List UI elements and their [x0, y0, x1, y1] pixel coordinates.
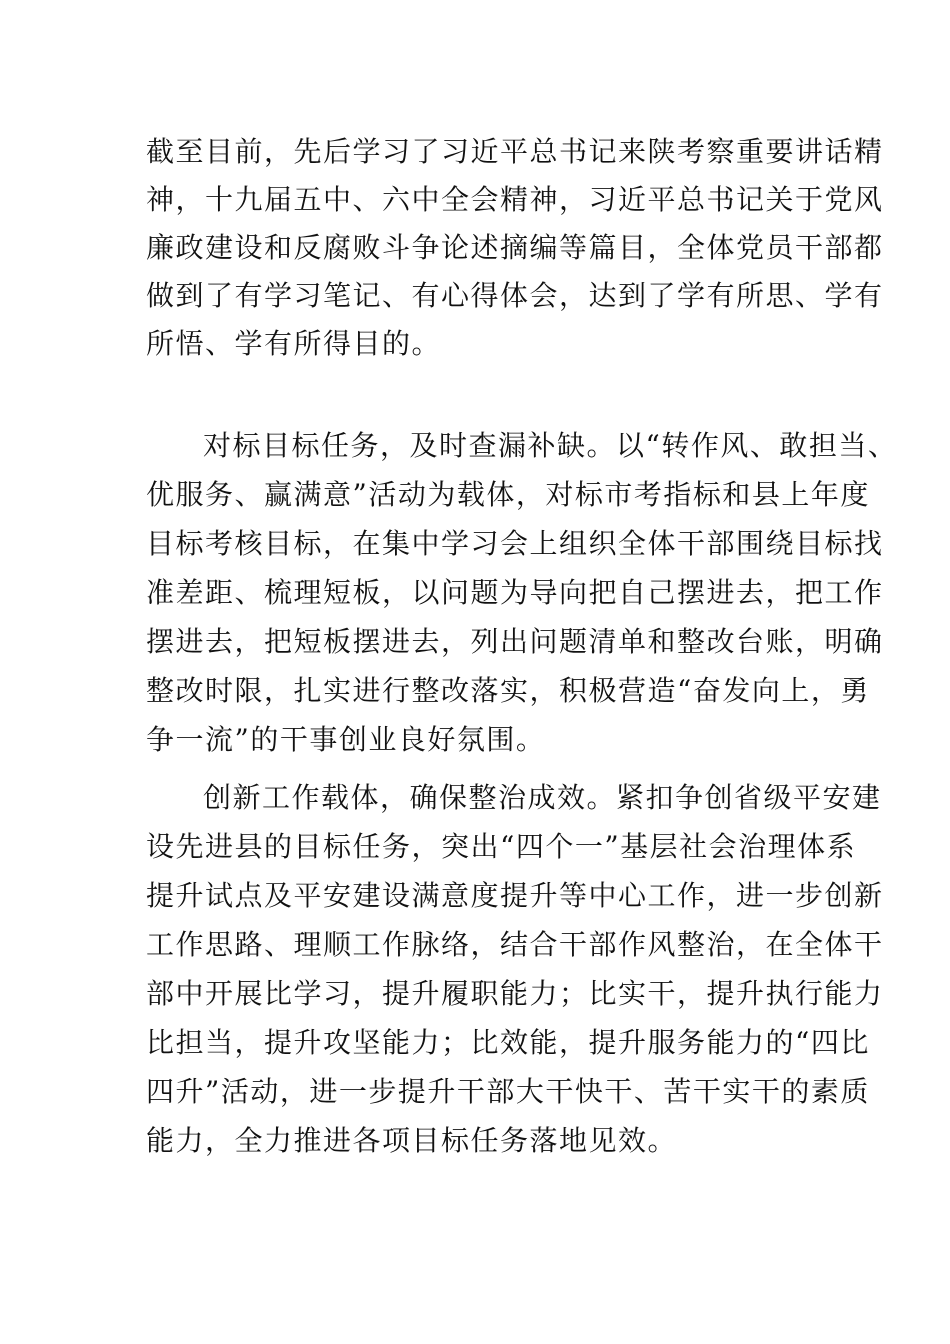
- text-line: 摆进去，把短板摆进去，列出问题清单和整改台账，明确: [146, 625, 884, 658]
- text-line: 比担当，提升攻坚能力；比效能，提升服务能力的“四比: [146, 1026, 870, 1059]
- text-line: 创新工作载体，确保整治成效。紧扣争创省级平安建: [203, 781, 882, 814]
- text-line: 廉政建设和反腐败斗争论述摘编等篇目，全体党员干部都: [146, 231, 884, 264]
- text-line: 提升试点及平安建设满意度提升等中心工作，进一步创新: [146, 879, 884, 912]
- text-line: 四升”活动，进一步提升干部大干快干、苦干实干的素质: [146, 1075, 870, 1108]
- text-line: 截至目前，先后学习了习近平总书记来陕考察重要讲话精: [146, 135, 884, 168]
- text-line: 所悟、学有所得目的。: [146, 327, 442, 360]
- text-line: 争一流”的干事创业良好氛围。: [146, 723, 546, 756]
- text-line: 设先进县的目标任务，突出“四个一”基层社会治理体系: [146, 830, 857, 863]
- text-line: 做到了有学习笔记、有心得体会，达到了学有所思、学有: [146, 279, 884, 312]
- text-line: 工作思路、理顺工作脉络，结合干部作风整治，在全体干: [146, 928, 884, 961]
- text-line: 部中开展比学习，提升履职能力；比实干，提升执行能力: [146, 977, 884, 1010]
- text-line: 优服务、赢满意”活动为载体，对标市考指标和县上年度: [146, 478, 870, 511]
- text-line: 整改时限，扎实进行整改落实，积极营造“奋发向上，勇: [146, 674, 870, 707]
- text-line: 对标目标任务，及时查漏补缺。以“转作风、敢担当、: [203, 429, 898, 462]
- text-line: 神，十九届五中、六中全会精神，习近平总书记关于党风: [146, 183, 884, 216]
- text-line: 能力，全力推进各项目标任务落地见效。: [146, 1124, 678, 1157]
- text-line: 目标考核目标，在集中学习会上组织全体干部围绕目标找: [146, 527, 884, 560]
- text-line: 准差距、梳理短板，以问题为导向把自己摆进去，把工作: [146, 576, 884, 609]
